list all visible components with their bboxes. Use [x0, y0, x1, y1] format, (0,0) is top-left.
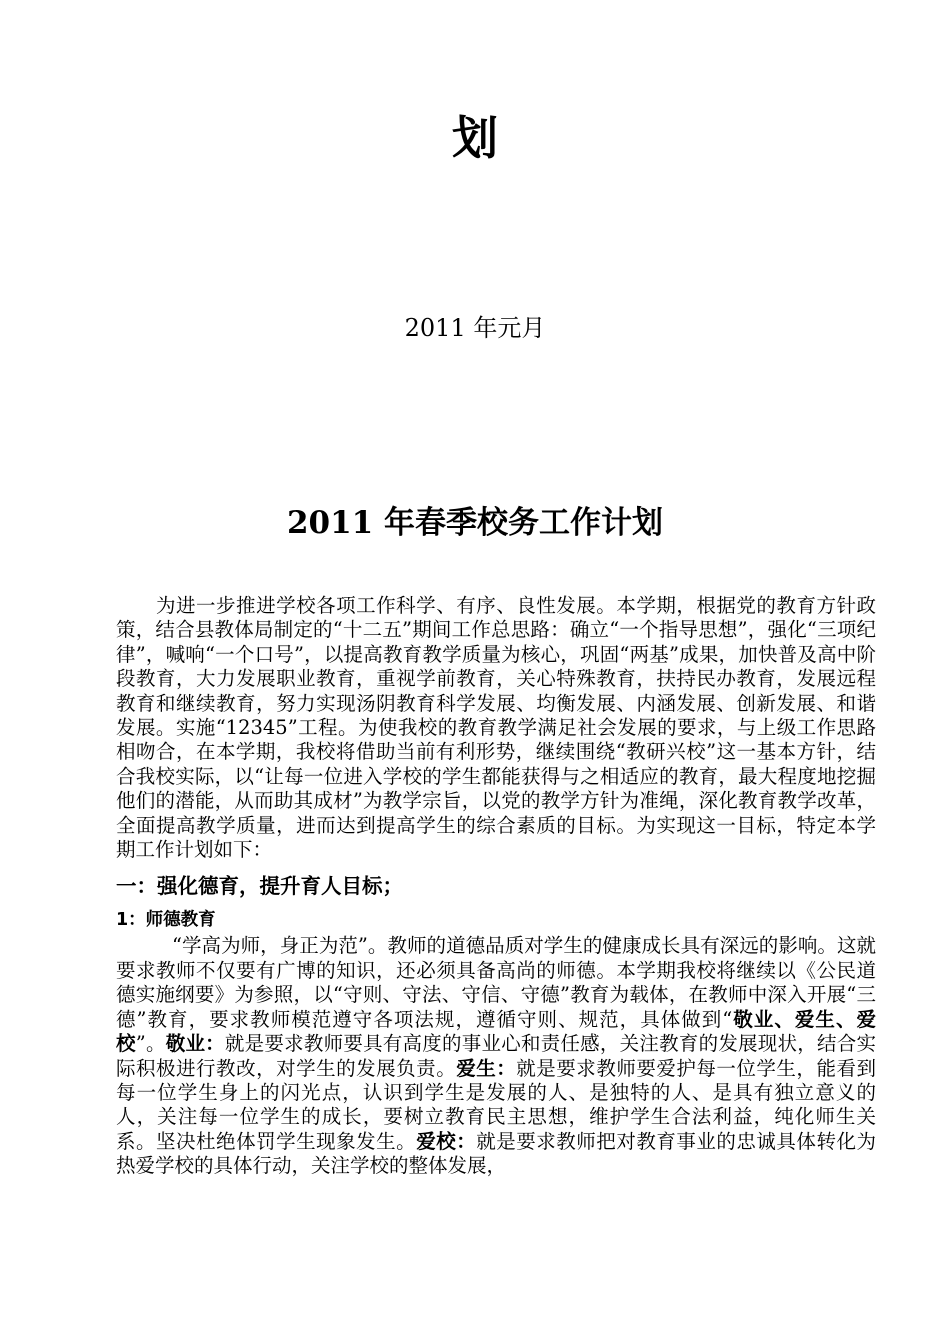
document-title: 2011 年春季校务工作计划 [286, 505, 664, 541]
intro-paragraph: 为进一步推进学校各项工作科学、有序、良性发展。本学期，根据党的教育方针政策，结合县教体局制定的“十二五”期间工作总思路：确立“一个指导思想”，强化“三项纪律”，喊响“一个口号”，以提高教育教学质量为核心，巩固“两基”成果，加快普及高中阶段教育，大力发展职业教育，重视学前教育，关心特殊教育，扶持民办教育，发展远程教育和继续教育，努力实现汤阴教育科学发展、均衡发展、内涵发展、创新发展、和谐发展。实施“12345”工程。为使我校的教育教学满足社会发展的要求，与上级工作思路相吻合，在本学期，我校将借助当前有利形势，继续围绕“教研兴校”这一基本方针，结合我校实际，以“让每一位进入学校的学生都能获得与之相适应的教育，最大程度地挖掘他们的潜能，从而助其成材”为教学宗旨，以党的教学方针为准绳，深化教育教学改革，全面提高教学质量，进而达到提高学生的综合素质的目标。为实现这一目标，特定本学期工作计划如下： [116, 594, 876, 862]
section-heading-1: 一：强化德育，提升育人目标； [116, 874, 403, 899]
paragraph-text: 就是要求教师要具有高度的事业心和责任感，关注教育的发展现状，结合实际积极进行教改，对学生的发展负责。 [116, 1032, 876, 1080]
teacher-ethics-paragraph [116, 934, 876, 1178]
emphasis-text: 爱生： [456, 1056, 517, 1080]
cover-date: 2011 年元月 [404, 314, 546, 342]
document-body [116, 594, 876, 1179]
paragraph-text: 就是要求教师要爱护每一位学生，能看到每一位学生身上的闪光点，认识到学生是发展的人、是独特的人、是具有独立意义的人，关注每一位学生的成长，要树立教育民主思想，维护学生合法利益，纯化师生关系。坚决杜绝体罚学生现象发生。 [116, 1056, 876, 1153]
emphasis-text: 敬业、爱生、爱校 [116, 1007, 876, 1056]
paragraph-text: 就是要求教师把对教育事业的忠诚具体转化为热爱学校的具体行动，关注学校的整体发展， [116, 1129, 876, 1178]
emphasis-text: 爱校： [416, 1129, 477, 1153]
emphasis-text: 敬业： [165, 1032, 225, 1056]
cover-title-fragment: 划 [452, 111, 498, 165]
paragraph-text: “学高为师，身正为范”。教师的道德品质对学生的健康成长具有深远的影响。这就要求教师不仅要有广博的知识，还必须具备高尚的师德。本学期我校将继续以《公民道德实施纲要》为参照，以“守则、守法、守信、守德”教育为载体，在教师中深入开展“三德”教育，要求教师模范遵守各项法规，遵循守则、规范，具体做到“ [116, 934, 876, 1031]
subsection-heading-1: 1：师德教育 [116, 910, 216, 931]
paragraph-text: ”。 [135, 1032, 166, 1056]
